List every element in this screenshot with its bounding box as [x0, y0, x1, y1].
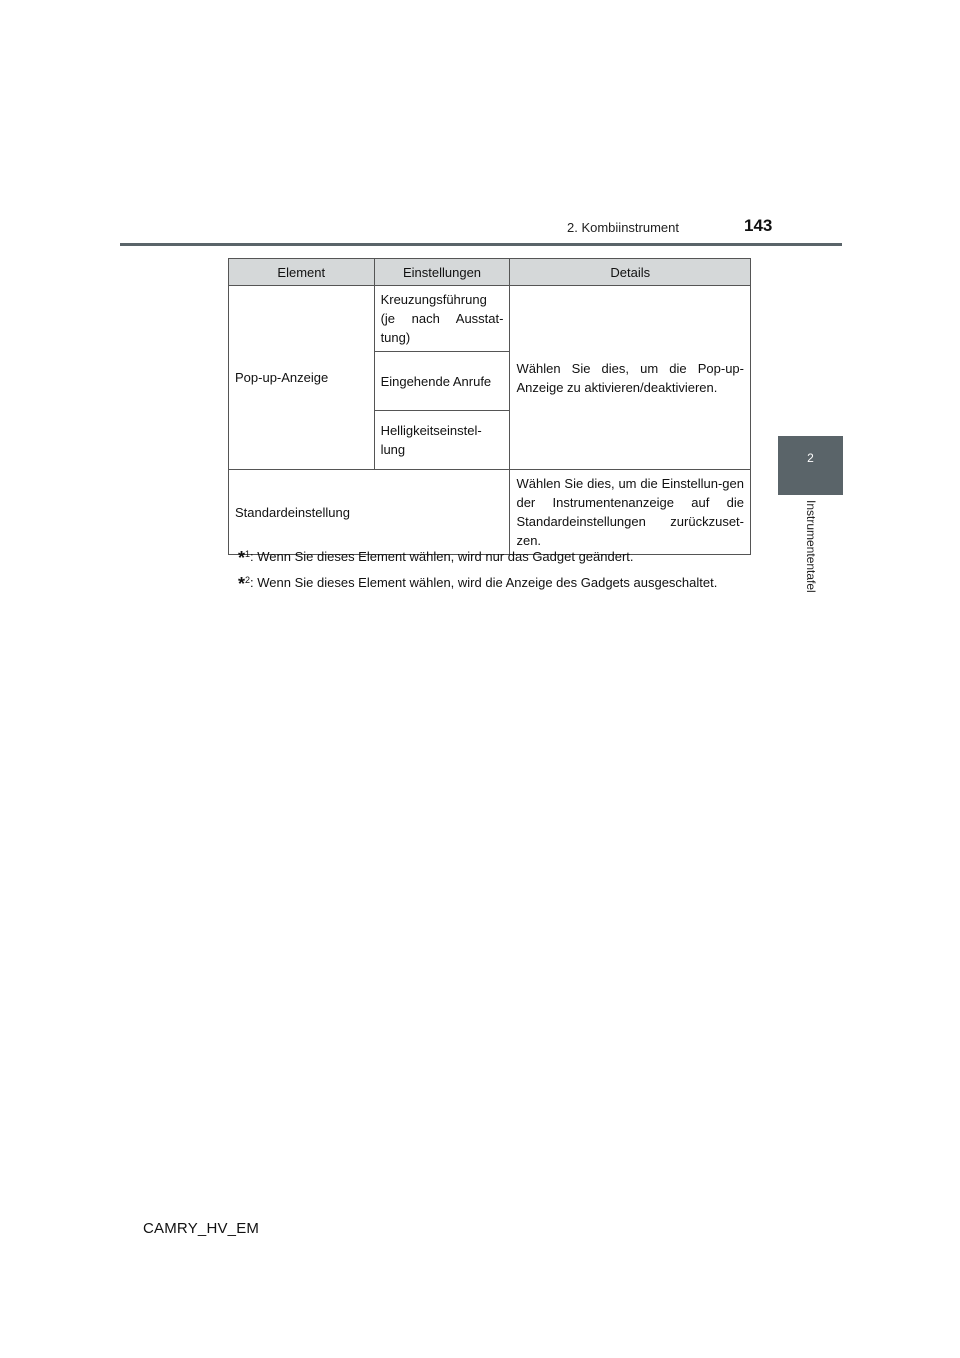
- footnote-text: : Wenn Sie dieses Element wählen, wird nur das Gadget geändert.: [250, 549, 634, 564]
- section-title: 2. Kombiinstrument: [567, 220, 679, 235]
- footnote-2: [238, 574, 717, 595]
- footnote-text: : Wenn Sie dieses Element wählen, wird die Anzeige des Gadgets ausgeschaltet.: [250, 575, 718, 590]
- table-header-row: [229, 259, 751, 286]
- footnote-marker: *: [238, 574, 246, 594]
- setting-cell: Helligkeitseinstel-lung: [374, 411, 510, 470]
- popup-element-cell: Pop-up-Anzeige: [229, 286, 375, 470]
- chapter-side-label: [771, 500, 851, 610]
- footnote-marker: *: [238, 548, 246, 568]
- footnote-number: 2: [245, 575, 251, 585]
- default-element-cell: Standardeinstellung: [229, 470, 510, 555]
- setting-cell: Eingehende Anrufe: [374, 352, 510, 411]
- column-header-details: Details: [510, 259, 751, 286]
- default-details-cell: Wählen Sie dies, um die Einstellun-gen der Instrumentenanzeige auf die Standardeinstellungen zurückzuset-zen.: [510, 470, 751, 555]
- chapter-number: 2: [807, 451, 814, 465]
- column-header-element: Element: [229, 259, 375, 286]
- page-number: 143: [744, 216, 773, 235]
- chapter-label: Instrumententafel: [804, 500, 818, 593]
- table-row: [229, 286, 751, 352]
- chapter-tab: [778, 436, 843, 495]
- popup-details-cell: Wählen Sie dies, um die Pop-up-Anzeige zu aktivieren/deaktivieren.: [510, 286, 751, 470]
- column-header-settings: Einstellungen: [374, 259, 510, 286]
- footnote-1: [238, 548, 634, 569]
- document-code: CAMRY_HV_EM: [143, 1220, 260, 1237]
- table-row: [229, 470, 751, 555]
- settings-table: [228, 258, 751, 555]
- header-rule: [120, 243, 842, 246]
- setting-cell: Kreuzungsführung (je nach Ausstat-tung): [374, 286, 510, 352]
- footnote-number: 1: [245, 549, 251, 559]
